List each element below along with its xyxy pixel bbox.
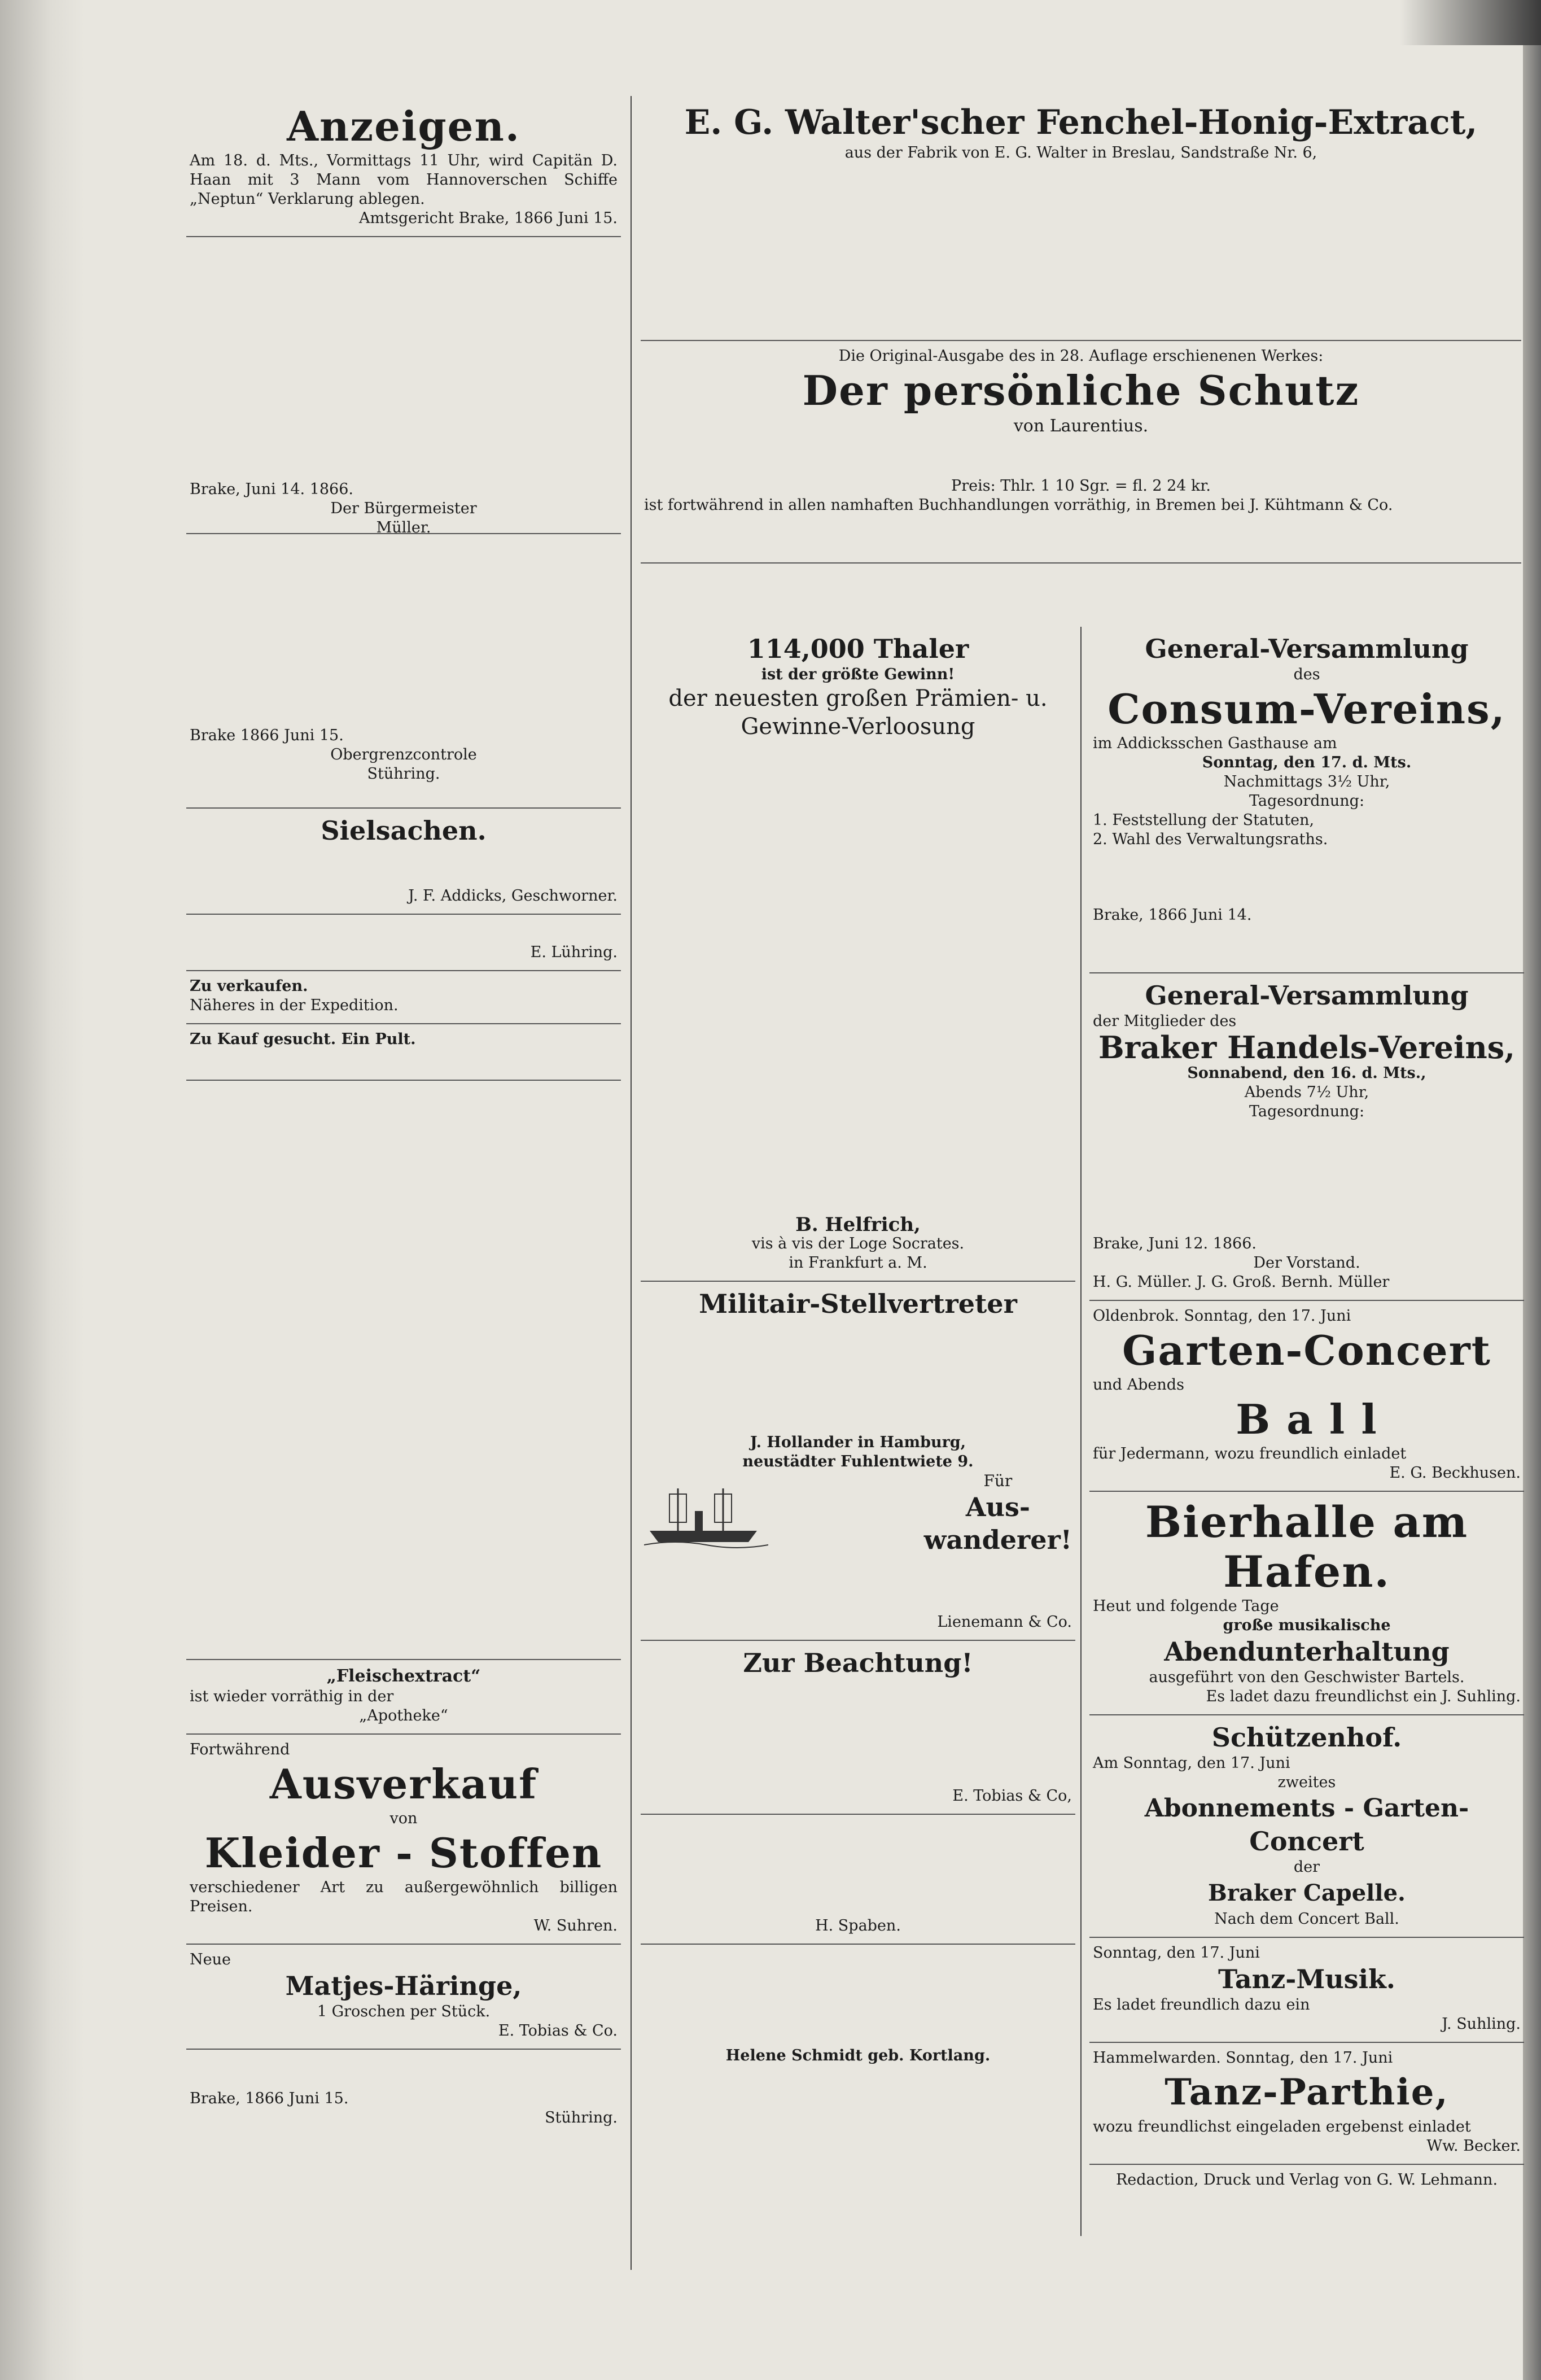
ad-sign: Stühring.	[367, 765, 440, 783]
ad-body-illegible	[190, 2055, 618, 2089]
ad-text: Abends 7½ Uhr,	[1244, 1084, 1369, 1101]
ad-text: „Apotheke“	[359, 1707, 448, 1724]
ad-text: Hammelwarden. Sonntag, den 17. Juni	[1093, 2049, 1393, 2067]
militair-heading: Militair-Stellvertreter	[699, 1289, 1017, 1319]
ad-sign: Es ladet dazu freundlichst ein J. Suhling.	[1206, 1688, 1521, 1705]
ad-sign: J. Suhling.	[1442, 2015, 1521, 2033]
abend-heading: Abendunterhaltung	[1164, 1636, 1450, 1667]
schutz-author: von Laurentius.	[1013, 416, 1149, 436]
ad-text: Näheres in der Expedition.	[190, 997, 399, 1014]
ad-text: Oldenbrok. Sonntag, den 17. Juni	[1093, 1307, 1351, 1325]
ad-sign: E. Lühring.	[530, 944, 618, 961]
ad-sign: E. Tobias & Co.	[498, 2022, 618, 2040]
ad-body-illegible	[644, 1679, 1072, 1787]
ad-body-illegible	[644, 1556, 1072, 1613]
ad-sign: J. Hollander in Hamburg,	[750, 1434, 966, 1451]
ad-body-illegible	[644, 437, 1518, 477]
ad-sign: W. Suhren.	[533, 1917, 618, 1934]
fleischextract-heading: „Fleischextract“	[326, 1666, 481, 1686]
ad-text: Am Sonntag, den 17. Juni	[1093, 1754, 1290, 1772]
ad-body-illegible	[644, 1820, 1072, 1916]
ad-text: Es ladet freundlich dazu ein	[1093, 1996, 1310, 2014]
ad-body-illegible	[190, 243, 618, 480]
ad-sign: H. G. Müller. J. G. Groß. Bernh. Müller	[1093, 1273, 1390, 1291]
ad-sign: J. F. Addicks, Geschworner.	[408, 887, 618, 905]
ad-text: Sonnabend, den 16. d. Mts.,	[1187, 1064, 1426, 1082]
abonnement-heading: Abonnements - Garten-	[1144, 1794, 1469, 1823]
ad-text: ausgeführt von den Geschwister Bartels.	[1149, 1669, 1465, 1686]
ad-sign: Lienemann & Co.	[937, 1613, 1072, 1631]
column-right	[1089, 627, 1524, 2332]
column-left	[186, 96, 621, 2332]
ad-body-illegible	[644, 1950, 1072, 2046]
ad-sign: Stühring.	[545, 2109, 618, 2126]
ad-text: Heut und folgende Tage	[1093, 1597, 1279, 1615]
ad-sign: Helene Schmidt geb. Kortlang.	[725, 2047, 991, 2064]
ad-text: Tagesordnung:	[1249, 1103, 1365, 1120]
ad-date: Brake, Juni 14. 1866.	[190, 481, 353, 498]
ad-date: Brake, 1866 Juni 15.	[190, 2090, 349, 2107]
ad-text: 2. Wahl des Verwaltungsraths.	[1093, 831, 1328, 848]
gv2-heading: General-Versammlung	[1145, 980, 1469, 1011]
bierhalle-heading: Bierhalle am Hafen.	[1145, 1497, 1469, 1597]
ad-text: für Jedermann, wozu freundlich einladet	[1093, 1445, 1407, 1462]
ad-text: Sonntag, den 17. Juni	[1093, 1944, 1260, 1962]
ad-subheading: der neuesten großen Prämien- u.	[668, 685, 1048, 711]
imprint: Redaction, Druck und Verlag von G. W. Lehmann.	[1115, 2171, 1498, 2189]
ad-body-illegible	[190, 1049, 618, 1072]
ad-body-illegible	[190, 847, 618, 887]
ad-text: ist der größte Gewinn!	[761, 666, 955, 683]
ad-body-illegible	[1093, 925, 1521, 964]
aus-heading: Aus-	[965, 1492, 1030, 1522]
ad-text: Tagesordnung:	[1249, 792, 1365, 810]
wanderer-heading: wanderer!	[923, 1525, 1072, 1555]
ad-text: und Abends	[1093, 1376, 1184, 1394]
ad-sign: Der Vorstand.	[1253, 1254, 1360, 1272]
sielsachen-heading: Sielsachen.	[321, 815, 487, 846]
ad-text: ist fortwährend in allen namhaften Buchhandlungen vorräthig, in Bremen bei J. Kühtmann & Co.	[644, 496, 1393, 514]
consum-heading: Consum-Vereins,	[1107, 685, 1506, 733]
tanz-heading: Tanz-Musik.	[1218, 1964, 1395, 1994]
ad-sign: vis à vis der Loge Socrates.	[751, 1235, 965, 1252]
ad-sign: neustädter Fuhlentwiete 9.	[742, 1453, 974, 1470]
ad-heading: Zu Kauf gesucht. Ein Pult.	[190, 1030, 416, 1048]
ad-sign: Amtsgericht Brake, 1866 Juni 15.	[359, 209, 618, 227]
ad-text: ist wieder vorräthig in der	[190, 1688, 394, 1705]
ad-body-illegible	[1093, 1121, 1521, 1234]
ausverkauf-heading: Ausverkauf	[269, 1760, 538, 1808]
ad-body-illegible	[190, 920, 618, 943]
thaler-heading: 114,000 Thaler	[747, 634, 969, 664]
matjes-heading: Matjes-Häringe,	[285, 1971, 522, 2001]
ad-text: verschiedener Art zu außergewöhnlich billigen Preisen.	[190, 1879, 618, 1915]
ad-body-illegible	[1093, 849, 1521, 906]
ad-sign: H. Spaben.	[815, 1917, 901, 1934]
corner-shadow	[1400, 0, 1541, 45]
ad-date: Brake, Juni 12. 1866.	[1093, 1235, 1257, 1252]
ad-date: Brake, 1866 Juni 14.	[1093, 906, 1252, 924]
ad-body-illegible	[644, 515, 1518, 554]
ad-text: 1 Groschen per Stück.	[317, 2003, 491, 2020]
ad-text: aus der Fabrik von E. G. Walter in Breslau, Sandstraße Nr. 6,	[844, 144, 1317, 161]
left-page-edge	[0, 0, 85, 2380]
ad-sign: Obergrenzcontrole	[330, 746, 477, 763]
beachtung-heading: Zur Beachtung!	[743, 1648, 973, 1678]
walter-heading: E. G. Walter'scher Fenchel-Honig-Extract,	[684, 103, 1478, 142]
ad-text: des	[1293, 666, 1320, 683]
ad-text: Sonntag, den 17. d. Mts.	[1202, 754, 1412, 771]
ad-text: Für	[983, 1471, 1013, 1490]
ball-heading: B a l l	[1236, 1395, 1378, 1443]
kleider-heading: Kleider - Stoffen	[204, 1829, 603, 1877]
ad-text: Fortwährend	[190, 1741, 290, 1758]
ad-text: Die Original-Ausgabe des in 28. Auflage erschienenen Werkes:	[838, 347, 1324, 365]
column-rule	[1080, 627, 1082, 2236]
concert-heading: Concert	[1249, 1826, 1364, 1857]
ad-sign: Der Bürgermeister	[330, 500, 477, 517]
ad-text: Nach dem Concert Ball.	[1214, 1910, 1399, 1928]
ad-body-illegible	[644, 163, 1518, 332]
ad-heading: Zu verkaufen.	[190, 977, 308, 995]
ad-sign: E. G. Beckhusen.	[1389, 1464, 1521, 1482]
column-rule	[631, 96, 632, 2270]
ad-body-illegible	[644, 1320, 1072, 1433]
partie-heading: Tanz-Parthie,	[1164, 2071, 1449, 2113]
gv-heading: General-Versammlung	[1145, 634, 1469, 664]
ad-text: Am 18. d. Mts., Vormittags 11 Uhr, wird Capitän D. Haan mit 3 Mann vom Hannoverschen Schiffe „Neptun“ Verklarung ablegen.	[190, 152, 618, 208]
ad-body-illegible	[644, 741, 1072, 1215]
ad-text: wozu freundlichst eingeladen ergebenst einladet	[1093, 2118, 1471, 2136]
schuetzen-heading: Schützenhof.	[1211, 1722, 1402, 1753]
ad-body-illegible	[190, 1086, 618, 1595]
ad-text: der	[1293, 1858, 1320, 1876]
column-middle	[641, 627, 1075, 2332]
steamship-icon	[644, 1477, 768, 1551]
ad-sign: B. Helfrich,	[795, 1213, 921, 1236]
ad-subheading: Gewinne-Verloosung	[741, 714, 975, 740]
ad-sign: E. Tobias & Co,	[952, 1787, 1072, 1805]
ad-sign: in Frankfurt a. M.	[789, 1254, 927, 1272]
ad-sign: Müller.	[376, 519, 431, 536]
top-wide-section	[641, 96, 1521, 627]
ad-text: 1. Feststellung der Statuten,	[1093, 811, 1315, 829]
ad-text: zweites	[1277, 1774, 1336, 1791]
anzeigen-heading: Anzeigen.	[287, 102, 520, 150]
ad-text: große musikalische	[1223, 1617, 1391, 1634]
ad-text: Nachmittags 3½ Uhr,	[1223, 773, 1390, 791]
ad-date: Brake 1866 Juni 15.	[190, 727, 344, 744]
handels-heading: Braker Handels-Vereins,	[1098, 1029, 1515, 1065]
ad-text: von	[389, 1810, 418, 1827]
ad-text: Neue	[190, 1951, 231, 1968]
ad-text: im Addicksschen Gasthause am	[1093, 735, 1337, 752]
ad-body-illegible	[190, 540, 618, 726]
schutz-heading: Der persönliche Schutz	[802, 366, 1360, 414]
ad-text: Preis: Thlr. 1 10 Sgr. = fl. 2 24 kr.	[951, 477, 1211, 495]
right-page-edge	[1523, 0, 1541, 2380]
ad-text: der Mitglieder des	[1093, 1012, 1237, 1030]
ad-sign: Ww. Becker.	[1426, 2137, 1521, 2155]
garten-heading: Garten-Concert	[1122, 1326, 1491, 1374]
kapelle-heading: Braker Capelle.	[1208, 1880, 1406, 1906]
